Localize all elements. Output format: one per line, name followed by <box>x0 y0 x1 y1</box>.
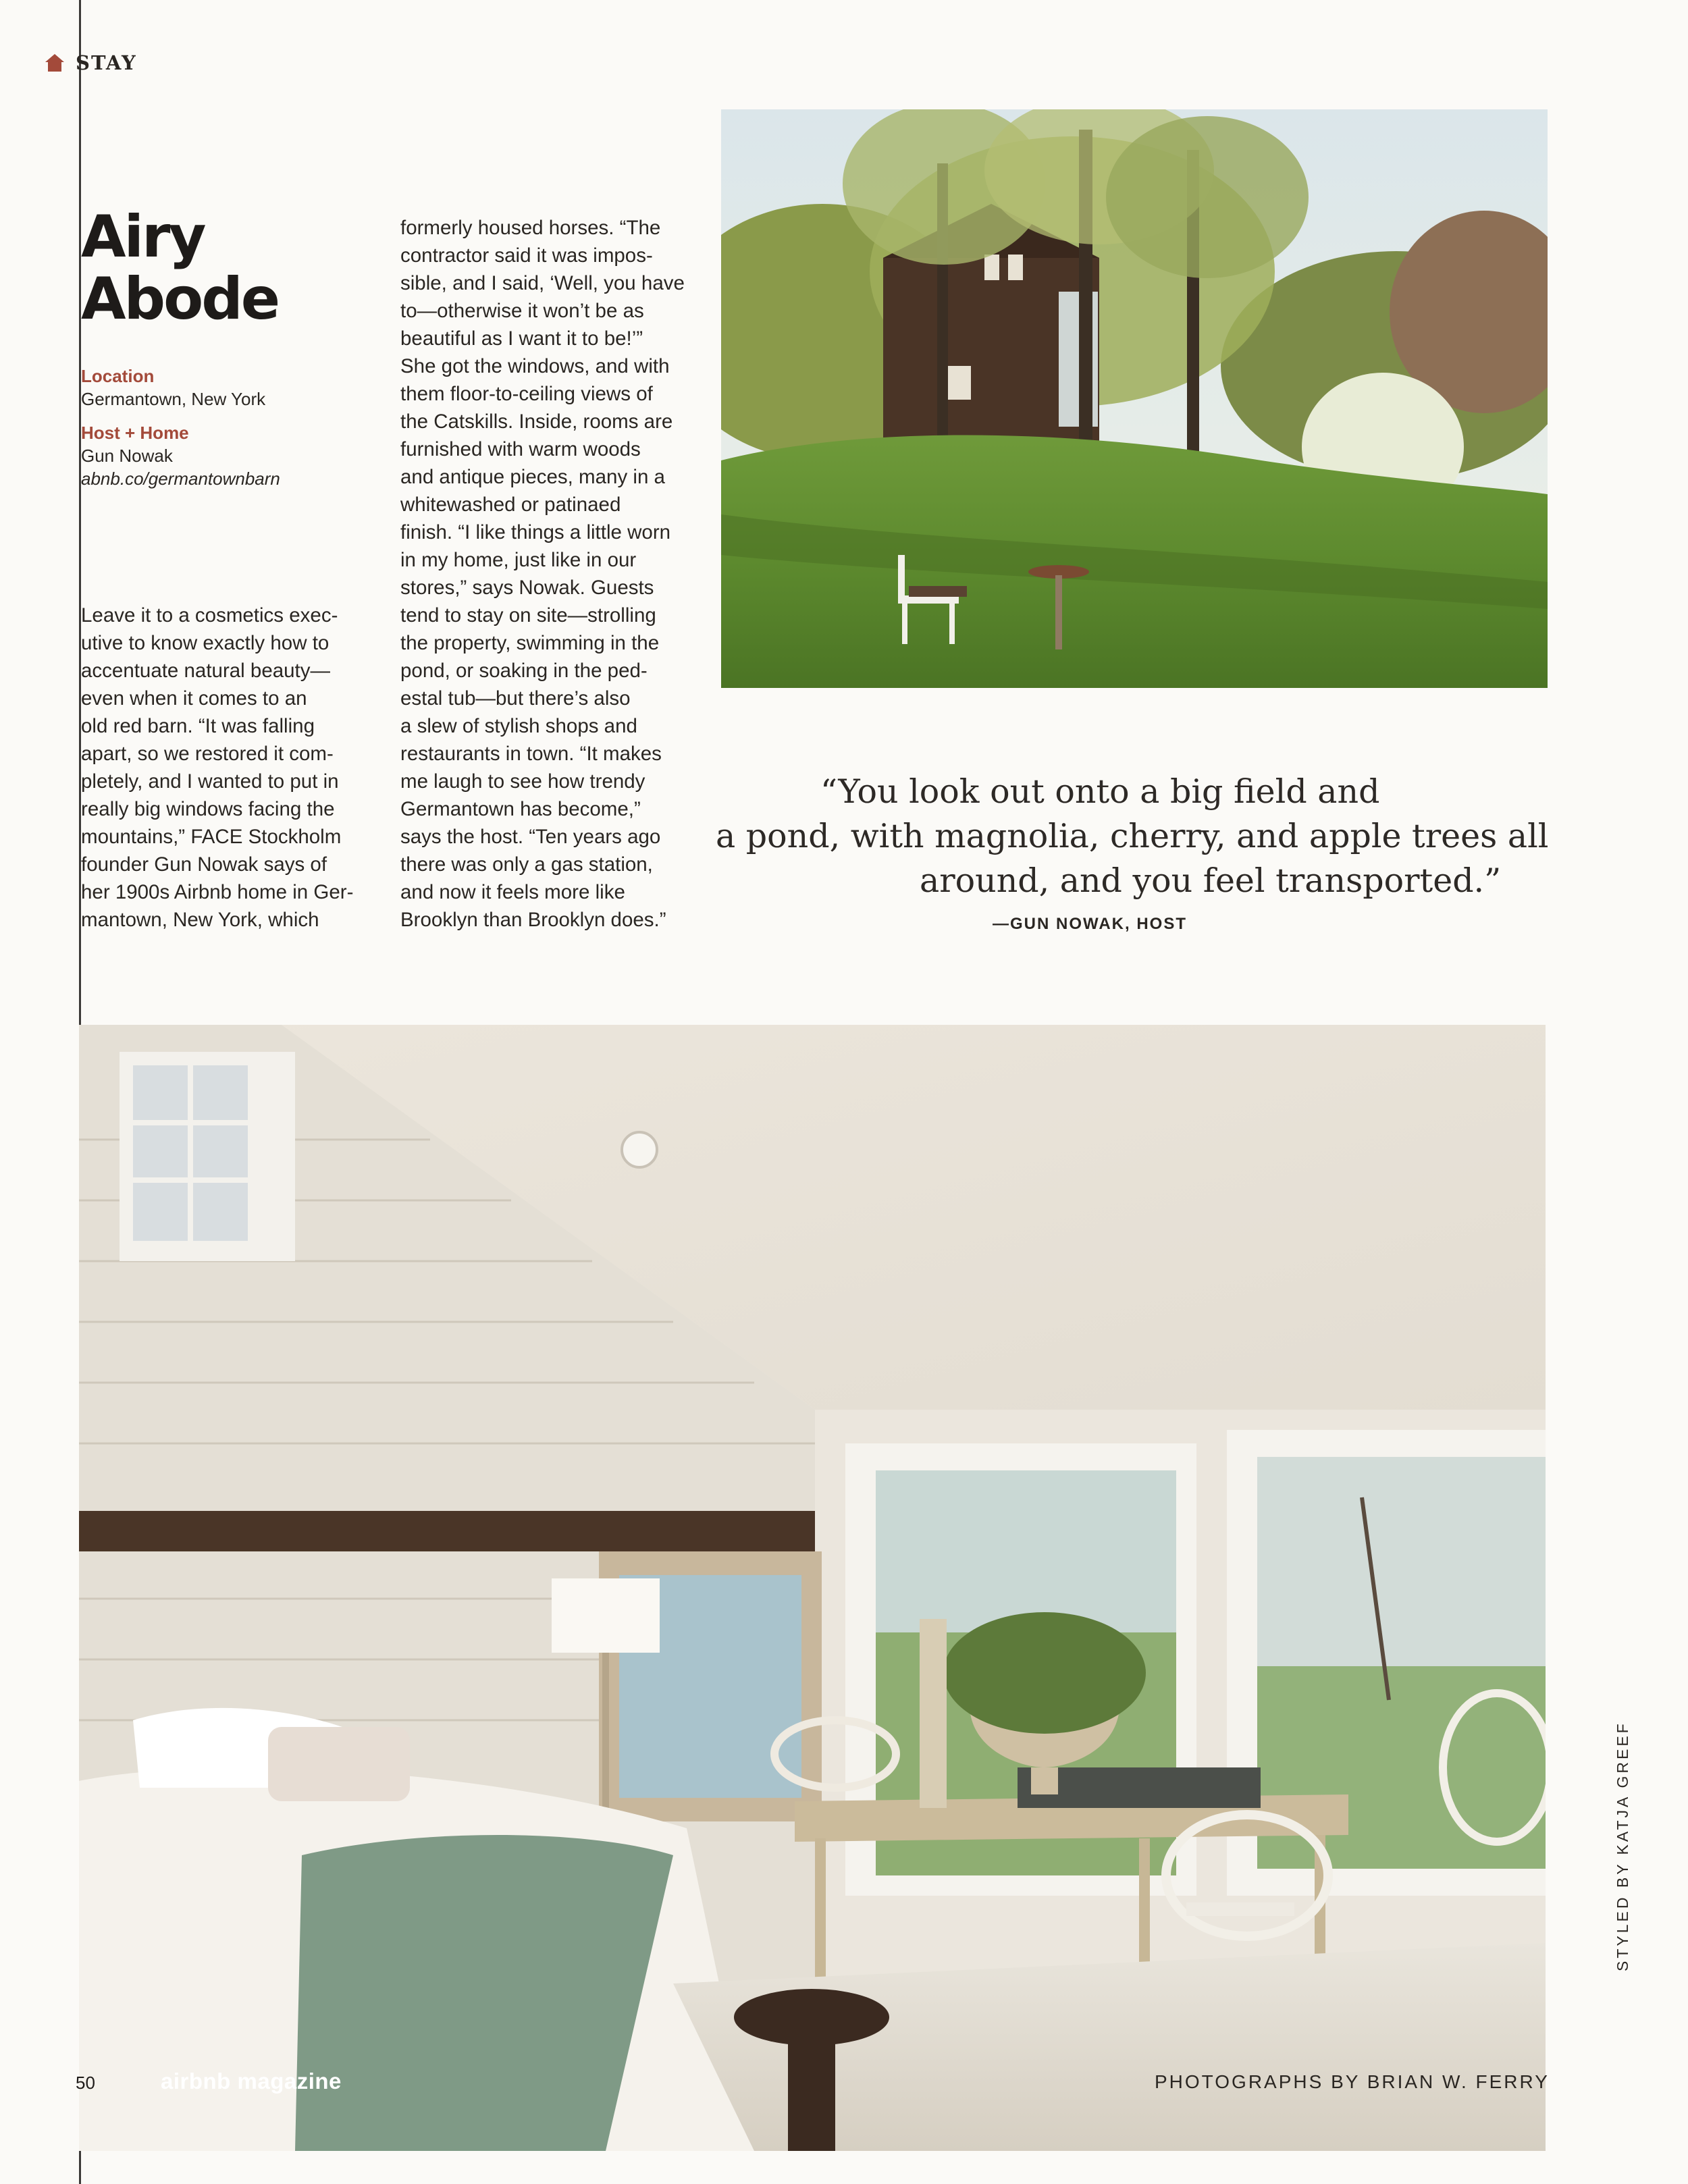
body-line: She got the windows, and with <box>400 355 670 377</box>
pull-quote-attribution: —GUN NOWAK, HOST <box>993 915 1187 933</box>
title-line-1: Airy <box>81 203 205 271</box>
pull-quote-line-3: around, and you feel transported.” <box>920 861 1502 900</box>
body-line: furnished with warm woods <box>400 438 641 460</box>
body-line: estal tub—but there’s also <box>400 687 631 710</box>
title-line-2: Abode <box>81 265 279 333</box>
body-line: sible, and I said, ‘Well, you have <box>400 272 685 294</box>
body-column-1 <box>81 602 378 934</box>
body-line: a slew of stylish shops and <box>400 715 637 737</box>
location-value: Germantown, New York <box>81 389 266 409</box>
body-line: accentuate natural beauty— <box>81 660 330 682</box>
body-line: even when it comes to an <box>81 687 307 710</box>
article-title <box>81 203 279 333</box>
body-line: restaurants in town. “It makes <box>400 743 662 765</box>
pull-quote-line-2: a pond, with magnolia, cherry, and apple trees all <box>716 817 1549 855</box>
body-line: Brooklyn than Brooklyn does.” <box>400 909 666 931</box>
styling-credit: STYLED BY KATJA GREEF <box>1614 1721 1631 1971</box>
listing-link[interactable]: abnb.co/germantownbarn <box>81 469 280 489</box>
body-line: in my home, just like in our <box>400 549 637 571</box>
body-line: and now it feels more like <box>400 881 625 903</box>
body-line: says the host. “Ten years ago <box>400 826 661 848</box>
body-line: mantown, New York, which <box>81 909 319 931</box>
body-line: founder Gun Nowak says of <box>81 853 327 876</box>
body-line: mountains,” FACE Stockholm <box>81 826 342 848</box>
host-label: Host + Home <box>81 423 189 443</box>
house-icon <box>45 53 65 72</box>
body-line: pletely, and I wanted to put in <box>81 770 339 793</box>
bedroom-interior-photo <box>79 1025 1546 2151</box>
body-column-2 <box>400 214 704 934</box>
body-line: the Catskills. Inside, rooms are <box>400 410 673 433</box>
body-line: Leave it to a cosmetics exec- <box>81 604 338 627</box>
body-line: stores,” says Nowak. Guests <box>400 577 654 599</box>
section-tag <box>45 51 137 74</box>
body-line: contractor said it was impos- <box>400 244 653 267</box>
body-line: Germantown has become,” <box>400 798 641 820</box>
body-line: to—otherwise it won’t be as <box>400 300 644 322</box>
pull-quote <box>716 770 1553 903</box>
body-line: finish. “I like things a little worn <box>400 521 671 543</box>
body-line: her 1900s Airbnb home in Ger- <box>81 881 354 903</box>
page-number: 50 <box>76 2073 95 2093</box>
body-line: really big windows facing the <box>81 798 335 820</box>
body-line: and antique pieces, many in a <box>400 466 665 488</box>
photo-credit: PHOTOGRAPHS BY BRIAN W. FERRY <box>1155 2071 1550 2092</box>
host-value: Gun Nowak <box>81 446 173 466</box>
body-line: tend to stay on site—strolling <box>400 604 656 627</box>
body-line: utive to know exactly how to <box>81 632 329 654</box>
body-line: old red barn. “It was falling <box>81 715 315 737</box>
body-line: beautiful as I want it to be!’” <box>400 327 643 350</box>
barn-exterior-photo <box>721 109 1548 688</box>
body-line: formerly housed horses. “The <box>400 217 661 239</box>
listing-info <box>81 365 280 490</box>
section-label: STAY <box>76 51 137 74</box>
location-label: Location <box>81 366 155 386</box>
body-line: them floor-to-ceiling views of <box>400 383 653 405</box>
pull-quote-line-1: “You look out onto a big field and <box>820 772 1380 811</box>
body-line: me laugh to see how trendy <box>400 770 645 793</box>
body-line: pond, or soaking in the ped- <box>400 660 648 682</box>
body-line: the property, swimming in the <box>400 632 660 654</box>
body-line: apart, so we restored it com- <box>81 743 334 765</box>
body-line: there was only a gas station, <box>400 853 653 876</box>
magazine-brand: airbnb magazine <box>161 2069 342 2094</box>
body-line: whitewashed or patinaed <box>400 494 621 516</box>
